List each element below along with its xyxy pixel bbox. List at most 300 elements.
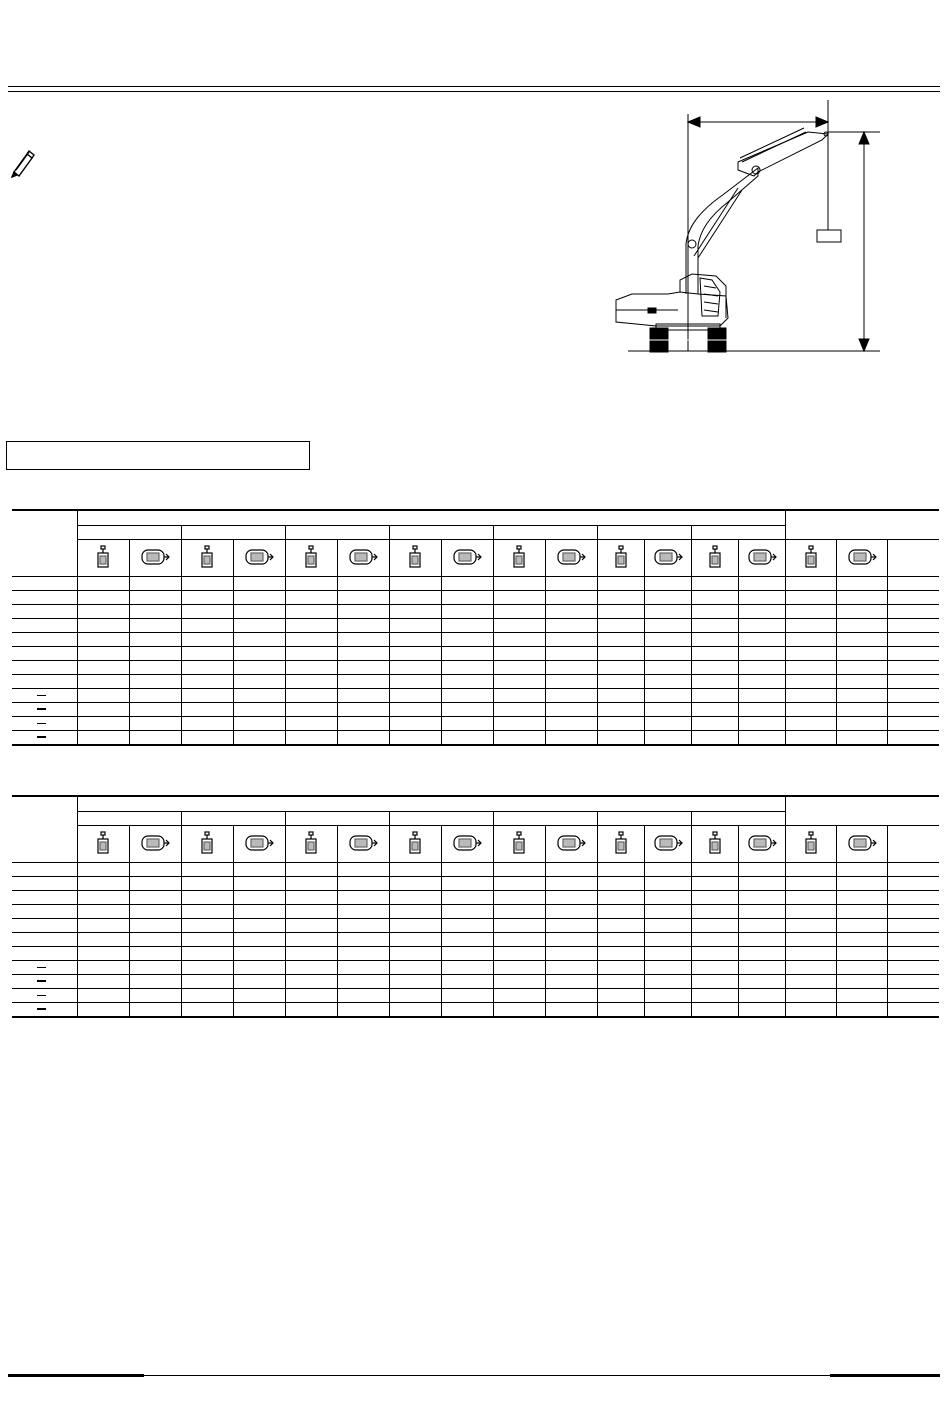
radius-group-cell (493, 526, 597, 540)
table-cell (738, 591, 785, 605)
table-cell (233, 919, 285, 933)
table-cell (887, 689, 939, 703)
table-cell (738, 661, 785, 675)
table-cell (887, 961, 939, 975)
table-cell (181, 703, 233, 717)
table-cell (389, 633, 441, 647)
table-cell (129, 919, 181, 933)
table-cell (233, 989, 285, 1003)
rating-icons-row (12, 540, 939, 577)
load-point-height-cell (12, 703, 77, 717)
table-cell (597, 1003, 644, 1018)
table-cell (545, 703, 597, 717)
table-cell (493, 605, 545, 619)
table-cell (597, 675, 644, 689)
table-cell (738, 1003, 785, 1018)
front-load-icon (389, 826, 441, 863)
table-cell (644, 863, 691, 877)
load-point-height-cell (12, 905, 77, 919)
table-cell (233, 689, 285, 703)
table-cell (233, 975, 285, 989)
table-cell (389, 947, 441, 961)
table-cell (233, 933, 285, 947)
table-cell (691, 619, 738, 633)
table-cell (785, 731, 836, 746)
table-cell (441, 689, 493, 703)
table-cell (233, 891, 285, 905)
header-rule-bottom (8, 91, 940, 92)
footer-rule-left-thick (8, 1374, 144, 1377)
table-cell (644, 989, 691, 1003)
table-cell (644, 731, 691, 746)
table-cell (836, 703, 887, 717)
table-cell (785, 975, 836, 989)
radius-group-cell (285, 526, 389, 540)
table-cell (545, 961, 597, 975)
table-cell (691, 591, 738, 605)
table-cell (441, 619, 493, 633)
table-cell (493, 863, 545, 877)
front-load-icon (785, 826, 836, 863)
table-row (12, 577, 939, 591)
table-cell (181, 647, 233, 661)
table-cell (545, 675, 597, 689)
table-cell (129, 863, 181, 877)
table-cell (389, 577, 441, 591)
table-cell (337, 989, 389, 1003)
table-cell (285, 905, 337, 919)
table-cell (493, 619, 545, 633)
table-cell (691, 905, 738, 919)
table-cell (181, 919, 233, 933)
table-cell (493, 877, 545, 891)
table-cell (337, 703, 389, 717)
table-cell (545, 891, 597, 905)
table-cell (337, 933, 389, 947)
front-load-icon (389, 540, 441, 577)
front-load-icon (597, 540, 644, 577)
max-reach-radius-cell (887, 540, 939, 577)
table-cell (738, 703, 785, 717)
minus-sign (37, 695, 46, 696)
table-cell (545, 661, 597, 675)
table-cell (545, 947, 597, 961)
lift-capacity-heading (7, 442, 309, 456)
table-cell (836, 905, 887, 919)
table-cell (887, 605, 939, 619)
front-load-icon (785, 540, 836, 577)
table-cell (285, 703, 337, 717)
table-cell (545, 647, 597, 661)
table-cell (441, 731, 493, 746)
table-cell (77, 919, 129, 933)
header-rule-top (8, 86, 940, 87)
table-cell (545, 1003, 597, 1018)
table-cell (233, 717, 285, 731)
table-cell (337, 647, 389, 661)
table-cell (389, 605, 441, 619)
table-cell (77, 675, 129, 689)
table-cell (181, 905, 233, 919)
table-cell (785, 619, 836, 633)
table-cell (181, 605, 233, 619)
side-load-icon (129, 540, 181, 577)
load-point-height-cell (12, 717, 77, 731)
table-cell (493, 891, 545, 905)
table-cell (337, 961, 389, 975)
front-load-icon (285, 826, 337, 863)
radius-group-cell (285, 812, 389, 826)
radius-group-cell (493, 812, 597, 826)
table-cell (181, 961, 233, 975)
side-load-icon (233, 826, 285, 863)
table-cell (597, 591, 644, 605)
table-cell (887, 619, 939, 633)
table-cell (691, 975, 738, 989)
table-cell (233, 961, 285, 975)
table-cell (644, 961, 691, 975)
table-cell (493, 689, 545, 703)
table-cell (836, 877, 887, 891)
table-cell (785, 947, 836, 961)
table-cell (441, 947, 493, 961)
table-cell (545, 863, 597, 877)
table-cell (691, 863, 738, 877)
table-cell (493, 989, 545, 1003)
minus-sign (37, 995, 46, 996)
side-load-icon (337, 826, 389, 863)
table-cell (337, 661, 389, 675)
table-cell (691, 947, 738, 961)
table-cell (785, 689, 836, 703)
table-cell (285, 605, 337, 619)
table-cell (836, 661, 887, 675)
table-cell (181, 717, 233, 731)
load-point-height-cell (12, 877, 77, 891)
table-cell (691, 1003, 738, 1018)
table-cell (644, 1003, 691, 1018)
table-cell (285, 891, 337, 905)
radius-group-cell (181, 526, 285, 540)
side-load-icon (129, 826, 181, 863)
table-cell (887, 731, 939, 746)
table-cell (129, 961, 181, 975)
table-cell (77, 863, 129, 877)
table-row (12, 731, 939, 746)
table-cell (644, 577, 691, 591)
table-cell (887, 577, 939, 591)
table-cell (691, 633, 738, 647)
table-cell (285, 577, 337, 591)
table-cell (836, 961, 887, 975)
table-cell (785, 919, 836, 933)
table-cell (441, 577, 493, 591)
table-cell (181, 989, 233, 1003)
table-cell (285, 989, 337, 1003)
front-load-icon (181, 540, 233, 577)
table-cell (129, 577, 181, 591)
table-cell (129, 975, 181, 989)
table-row (12, 619, 939, 633)
table-row (12, 605, 939, 619)
table-cell (441, 905, 493, 919)
table-row (12, 891, 939, 905)
table-cell (493, 675, 545, 689)
table-cell (129, 905, 181, 919)
table-cell (285, 717, 337, 731)
table-cell (597, 891, 644, 905)
table-cell (337, 891, 389, 905)
table-cell (129, 891, 181, 905)
table-cell (389, 1003, 441, 1018)
table-cell (77, 619, 129, 633)
table-cell (233, 675, 285, 689)
table-cell (77, 989, 129, 1003)
table-row (12, 975, 939, 989)
table-cell (887, 703, 939, 717)
table-cell (389, 919, 441, 933)
table-cell (887, 675, 939, 689)
table-cell (738, 863, 785, 877)
table-cell (493, 1003, 545, 1018)
table-cell (441, 605, 493, 619)
lift-table-2 (12, 795, 939, 1018)
table-cell (644, 877, 691, 891)
side-load-icon (441, 826, 493, 863)
load-point-height-cell (12, 919, 77, 933)
load-point-height-cell (12, 989, 77, 1003)
minus-sign (37, 736, 46, 738)
table-corner-cell (12, 510, 77, 577)
side-load-icon (337, 540, 389, 577)
front-load-icon (77, 826, 129, 863)
table-cell (441, 919, 493, 933)
table-cell (337, 877, 389, 891)
front-load-icon (77, 540, 129, 577)
table-cell (644, 919, 691, 933)
table-cell (644, 703, 691, 717)
table-cell (785, 905, 836, 919)
table-cell (285, 863, 337, 877)
table-cell (691, 661, 738, 675)
table-cell (389, 675, 441, 689)
table-cell (441, 633, 493, 647)
table-cell (836, 689, 887, 703)
minus-sign (37, 980, 46, 982)
table-cell (337, 689, 389, 703)
table-cell (545, 605, 597, 619)
table-cell (887, 877, 939, 891)
table-cell (836, 731, 887, 746)
table-row (12, 863, 939, 877)
front-load-icon (493, 826, 545, 863)
table-cell (129, 1003, 181, 1018)
load-point-height-cell (12, 577, 77, 591)
table-cell (441, 975, 493, 989)
max-reach-radius-cell (887, 826, 939, 863)
radius-group-cell (597, 526, 691, 540)
table-cell (738, 675, 785, 689)
radius-group-cell (77, 812, 181, 826)
load-point-height-cell (12, 647, 77, 661)
table-cell (441, 675, 493, 689)
pencil-icon (8, 148, 36, 178)
side-load-icon (738, 826, 785, 863)
table-cell (887, 717, 939, 731)
table-cell (597, 961, 644, 975)
table-cell (337, 675, 389, 689)
table-cell (493, 731, 545, 746)
table-cell (285, 933, 337, 947)
table-cell (129, 877, 181, 891)
table-cell (836, 975, 887, 989)
table-cell (233, 703, 285, 717)
table-cell (337, 717, 389, 731)
table-cell (785, 591, 836, 605)
table-cell (181, 661, 233, 675)
table-cell (285, 877, 337, 891)
table-row (12, 591, 939, 605)
table-cell (597, 947, 644, 961)
table-cell (887, 647, 939, 661)
footer-rule (8, 1375, 940, 1376)
table-corner-cell (12, 796, 77, 863)
table-cell (597, 605, 644, 619)
max-reach-header (785, 796, 939, 826)
table-cell (785, 577, 836, 591)
table-cell (337, 619, 389, 633)
table-cell (597, 703, 644, 717)
table-cell (738, 689, 785, 703)
table-cell (545, 975, 597, 989)
table-cell (738, 961, 785, 975)
table-cell (545, 905, 597, 919)
table-cell (836, 675, 887, 689)
table-cell (77, 633, 129, 647)
table-cell (597, 731, 644, 746)
table-cell (785, 877, 836, 891)
table-cell (493, 577, 545, 591)
table-cell (644, 647, 691, 661)
table-cell (285, 1003, 337, 1018)
table-cell (493, 933, 545, 947)
radius-group-cell (597, 812, 691, 826)
table-cell (181, 891, 233, 905)
table-cell (887, 905, 939, 919)
table-cell (691, 647, 738, 661)
table-cell (337, 947, 389, 961)
table-cell (493, 947, 545, 961)
table-cell (836, 1003, 887, 1018)
table-cell (77, 961, 129, 975)
table-cell (77, 905, 129, 919)
table-cell (644, 905, 691, 919)
table-cell (785, 647, 836, 661)
table-cell (785, 891, 836, 905)
table-cell (285, 731, 337, 746)
table-cell (691, 961, 738, 975)
table-cell (887, 633, 939, 647)
rating-icons-row (12, 826, 939, 863)
table-cell (597, 717, 644, 731)
table-cell (836, 605, 887, 619)
table-row (12, 933, 939, 947)
table-cell (545, 919, 597, 933)
max-reach-header (785, 510, 939, 540)
table-cell (738, 975, 785, 989)
table-cell (545, 619, 597, 633)
table-cell (77, 947, 129, 961)
table-cell (181, 975, 233, 989)
table-cell (337, 905, 389, 919)
table-cell (597, 689, 644, 703)
table-cell (389, 647, 441, 661)
table-cell (836, 863, 887, 877)
table-cell (285, 919, 337, 933)
table-cell (77, 577, 129, 591)
table-cell (785, 989, 836, 1003)
table-cell (389, 661, 441, 675)
table-cell (785, 961, 836, 975)
table-cell (545, 877, 597, 891)
table-cell (233, 605, 285, 619)
table-cell (691, 689, 738, 703)
table-cell (129, 633, 181, 647)
table-cell (441, 933, 493, 947)
table-cell (785, 933, 836, 947)
table-cell (738, 577, 785, 591)
table-cell (738, 647, 785, 661)
table-cell (545, 577, 597, 591)
table-cell (836, 933, 887, 947)
table-cell (887, 1003, 939, 1018)
load-point-height-cell (12, 1003, 77, 1018)
table-cell (181, 731, 233, 746)
table-cell (644, 661, 691, 675)
load-point-height-cell (12, 947, 77, 961)
table-cell (129, 717, 181, 731)
table-cell (545, 689, 597, 703)
table-cell (887, 975, 939, 989)
table-cell (233, 577, 285, 591)
side-load-icon (233, 540, 285, 577)
minus-sign (37, 1008, 46, 1010)
table-header-row (12, 510, 939, 526)
table-cell (285, 675, 337, 689)
side-load-icon (644, 540, 691, 577)
table-cell (785, 675, 836, 689)
table-cell (836, 619, 887, 633)
table-cell (389, 933, 441, 947)
table-cell (887, 989, 939, 1003)
table-row (12, 989, 939, 1003)
side-load-icon (545, 540, 597, 577)
table-cell (285, 975, 337, 989)
table-cell (691, 989, 738, 1003)
table-cell (738, 891, 785, 905)
table-cell (181, 577, 233, 591)
table-cell (389, 619, 441, 633)
table-cell (545, 731, 597, 746)
table-cell (644, 633, 691, 647)
table-cell (389, 591, 441, 605)
table-cell (129, 989, 181, 1003)
table-cell (285, 647, 337, 661)
table-cell (77, 661, 129, 675)
table-cell (597, 619, 644, 633)
table-cell (691, 703, 738, 717)
table-cell (545, 933, 597, 947)
